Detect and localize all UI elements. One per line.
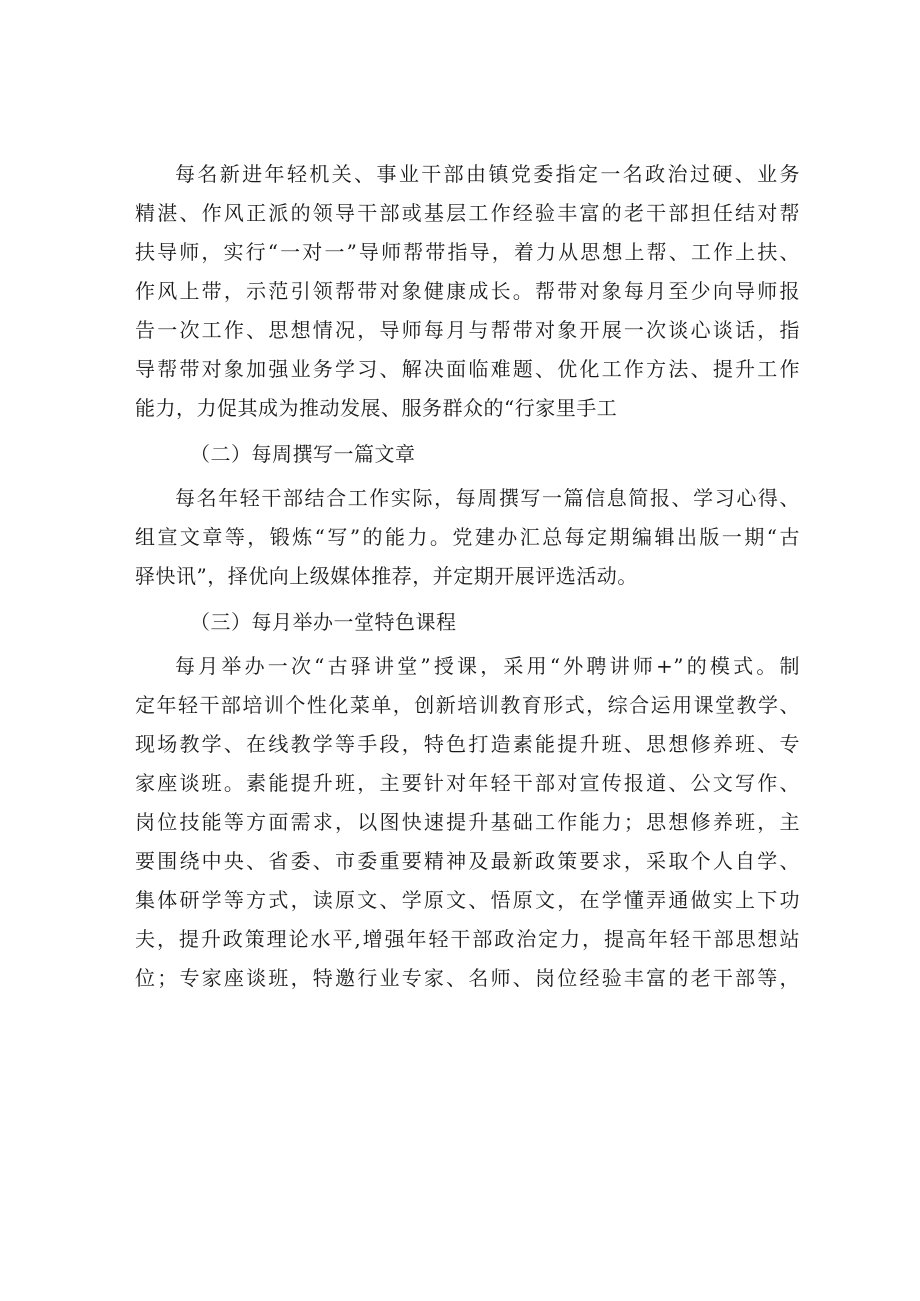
text-line: 作风上带，示范引领帮带对象健康成长。帮带对象每月至少向导师报 — [135, 279, 800, 303]
paragraph-mentor — [135, 155, 800, 428]
text-line: 驿快讯”，择优向上级媒体推荐，并定期开展评选活动。 — [135, 564, 638, 588]
text-line: 组宣文章等，锻炼“写”的能力。党建办汇总每定期编辑出版一期“古 — [135, 525, 800, 549]
text-line: 每名年轻干部结合工作实际，每周撰写一篇信息简报、学习心得、 — [175, 486, 800, 510]
text-line: 要围绕中央、省委、市委重要精神及最新政策要求，采取个人自学、 — [135, 849, 800, 873]
text-line: 每月举办一次“古驿讲堂”授课，采用“外聘讲师+”的模式。制 — [175, 654, 800, 678]
section-heading-weekly-article: （二）每周撰写一篇文章 — [190, 442, 416, 466]
text-line: 精湛、作风正派的领导干部或基层工作经验丰富的老干部担任结对帮 — [135, 201, 800, 225]
document-body — [135, 155, 800, 998]
text-line: 岗位技能等方面需求，以图快速提升基础工作能力；思想修养班，主 — [135, 810, 800, 834]
text-line: 现场教学、在线教学等手段，特色打造素能提升班、思想修养班、专 — [135, 732, 800, 756]
text-line: 告一次工作、思想情况，导师每月与帮带对象开展一次谈心谈话，指 — [135, 318, 800, 342]
section-heading-monthly-course: （三）每月举办一堂特色课程 — [190, 610, 457, 634]
text-line: 扶导师，实行“一对一”导师帮带指导，着力从思想上帮、工作上扶、 — [135, 240, 800, 264]
text-line: 定年轻干部培训个性化菜单，创新培训教育形式，综合运用课堂教学、 — [135, 693, 800, 717]
text-line: 每名新进年轻机关、事业干部由镇党委指定一名政治过硬、业务 — [175, 162, 800, 186]
text-line: 导帮带对象加强业务学习、解决面临难题、优化工作方法、提升工作 — [135, 357, 800, 381]
text-line: 家座谈班。素能提升班，主要针对年轻干部对宣传报道、公文写作、 — [135, 771, 800, 795]
text-line: 集体研学等方式，读原文、学原文、悟原文，在学懂弄通做实上下功 — [135, 888, 800, 912]
text-line: 能力，力促其成为推动发展、服务群众的“行家里手工 — [135, 396, 618, 420]
paragraph-monthly-course — [135, 647, 800, 998]
text-line: 夫，提升政策理论水平,增强年轻干部政治定力，提高年轻干部思想站 — [135, 927, 800, 951]
paragraph-weekly-article — [135, 479, 800, 596]
text-line: 位；专家座谈班，特邀行业专家、名师、岗位经验丰富的老干部等， — [135, 966, 800, 990]
